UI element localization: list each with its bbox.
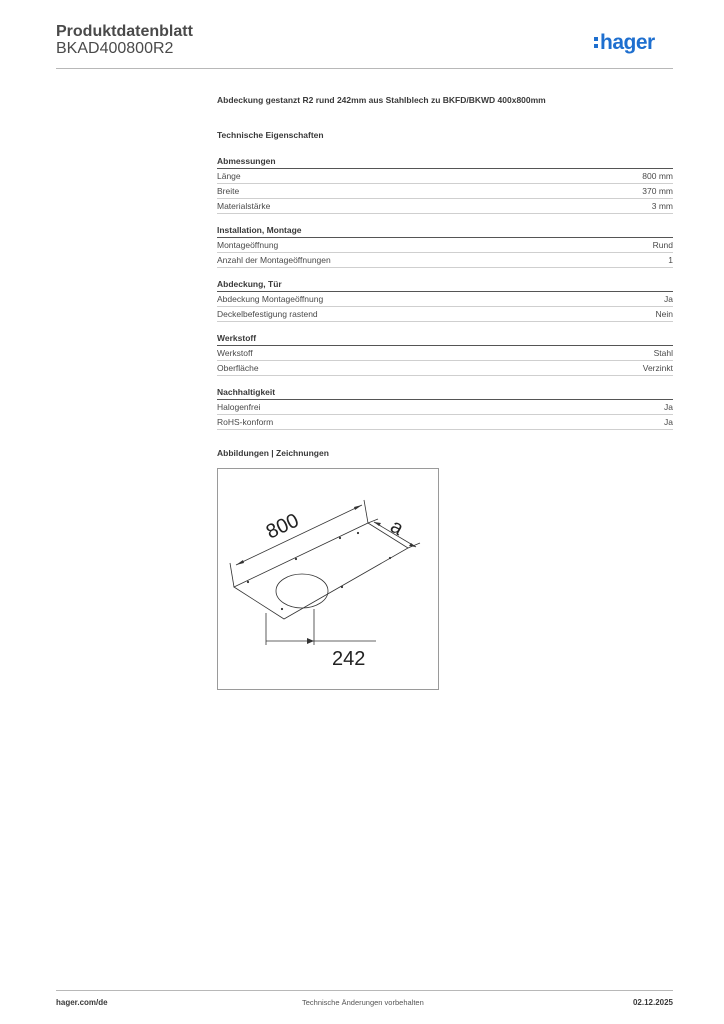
footer-website-link[interactable]: hager.com/de bbox=[56, 998, 108, 1007]
footer-divider bbox=[56, 990, 673, 991]
drawing-svg bbox=[218, 469, 440, 691]
section-material bbox=[217, 331, 673, 376]
cover-plate-outline bbox=[234, 523, 408, 619]
footer-notice: Technische Änderungen vorbehalten bbox=[302, 998, 424, 1007]
section-title: Abmessungen bbox=[217, 154, 673, 169]
logo-dot-bottom bbox=[594, 44, 598, 48]
section-installation bbox=[217, 223, 673, 268]
arrow-head bbox=[236, 560, 244, 565]
mounting-point bbox=[357, 532, 359, 534]
section-sustainability bbox=[217, 385, 673, 430]
property-label: Breite bbox=[217, 186, 240, 196]
properties-table bbox=[217, 154, 673, 439]
property-label: Montageöffnung bbox=[217, 240, 279, 250]
property-label: Länge bbox=[217, 171, 241, 181]
round-opening bbox=[276, 574, 328, 608]
arrow-head bbox=[307, 638, 314, 644]
property-value: Ja bbox=[664, 402, 673, 412]
property-value: Stahl bbox=[653, 348, 673, 358]
property-row bbox=[217, 184, 673, 199]
property-row bbox=[217, 199, 673, 214]
header-divider bbox=[56, 68, 673, 69]
property-value: 3 mm bbox=[651, 201, 673, 211]
property-row bbox=[217, 169, 673, 184]
property-value: 370 mm bbox=[642, 186, 673, 196]
property-label: Halogenfrei bbox=[217, 402, 261, 412]
property-value: Ja bbox=[664, 294, 673, 304]
property-label: Werkstoff bbox=[217, 348, 253, 358]
property-row bbox=[217, 307, 673, 322]
logo-text: hager bbox=[600, 31, 655, 54]
property-label: Anzahl der Montageöffnungen bbox=[217, 255, 331, 265]
arrow-head bbox=[354, 505, 362, 510]
property-value: 800 mm bbox=[642, 171, 673, 181]
mounting-point bbox=[295, 558, 297, 560]
property-row bbox=[217, 361, 673, 376]
extension-line bbox=[230, 563, 234, 587]
property-label: Deckelbefestigung rastend bbox=[217, 309, 318, 319]
property-row bbox=[217, 346, 673, 361]
product-description: Abdeckung gestanzt R2 rund 242mm aus Stahlblech zu BKFD/BKWD 400x800mm bbox=[217, 95, 546, 105]
mounting-point bbox=[389, 557, 391, 559]
width-label: a bbox=[386, 515, 408, 540]
property-row bbox=[217, 415, 673, 430]
hole-diameter-label: 242 bbox=[332, 648, 366, 670]
property-value: Ja bbox=[664, 417, 673, 427]
property-value: Nein bbox=[655, 309, 673, 319]
section-title: Werkstoff bbox=[217, 331, 673, 346]
product-code: BKAD400800R2 bbox=[56, 40, 174, 57]
section-title: Abdeckung, Tür bbox=[217, 277, 673, 292]
property-row bbox=[217, 253, 673, 268]
property-value: Verzinkt bbox=[642, 363, 673, 373]
property-row bbox=[217, 238, 673, 253]
section-title: Nachhaltigkeit bbox=[217, 385, 673, 400]
section-dimensions bbox=[217, 154, 673, 214]
property-label: Abdeckung Montageöffnung bbox=[217, 294, 324, 304]
length-label: 800 bbox=[262, 509, 303, 544]
property-label: RoHS-konform bbox=[217, 417, 274, 427]
property-row bbox=[217, 400, 673, 415]
property-row bbox=[217, 292, 673, 307]
extension-line bbox=[364, 500, 368, 523]
property-label: Oberfläche bbox=[217, 363, 259, 373]
logo-dot-top bbox=[594, 37, 598, 41]
technical-drawing bbox=[217, 468, 439, 690]
mounting-point bbox=[341, 586, 343, 588]
section-title: Installation, Montage bbox=[217, 223, 673, 238]
property-value: Rund bbox=[652, 240, 673, 250]
hager-logo bbox=[593, 28, 675, 58]
section-cover-door bbox=[217, 277, 673, 322]
mounting-point bbox=[339, 537, 341, 539]
document-title: Produktdatenblatt bbox=[56, 23, 193, 40]
mounting-point bbox=[247, 581, 249, 583]
mounting-point bbox=[281, 608, 283, 610]
technical-properties-heading: Technische Eigenschaften bbox=[217, 130, 324, 140]
footer-date: 02.12.2025 bbox=[632, 998, 673, 1007]
property-label: Materialstärke bbox=[217, 201, 271, 211]
figures-heading: Abbildungen | Zeichnungen bbox=[217, 448, 329, 458]
property-value: 1 bbox=[668, 255, 673, 265]
